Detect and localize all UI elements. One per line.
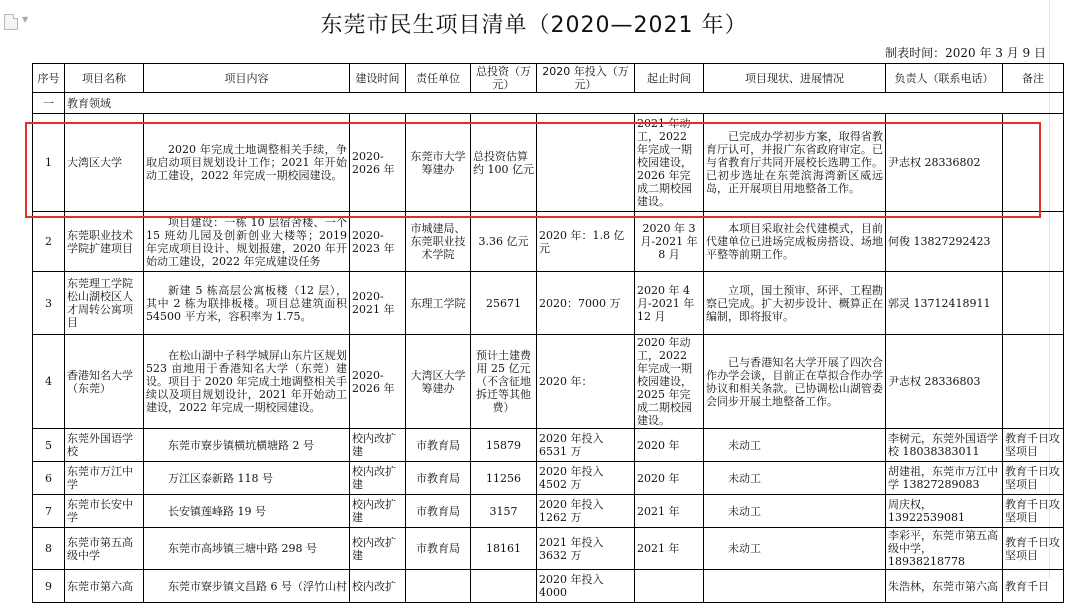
cell-status: 未动工 bbox=[704, 495, 886, 528]
cell-content: 东莞市高埗镇三塘中路 298 号 bbox=[144, 528, 350, 570]
cell-invest2020: 2021 年投入 3632 万 bbox=[537, 528, 635, 570]
cell-contact: 胡建祖，东莞市万江中学 13827289083 bbox=[886, 462, 1003, 495]
cell-total: 18161 bbox=[471, 528, 537, 570]
cell-unit: 东莞市大学筹建办 bbox=[406, 114, 471, 212]
cell-content: 项目建设：一栋 10 层宿舍楼、一个 15 班幼儿园及创新创业大楼等；2019 年完成项目设计、规划报建，2020 年开始动工建设，2022 年完成建设任务 bbox=[144, 212, 350, 272]
cell-invest2020: 2020 年投入 4502 万 bbox=[537, 462, 635, 495]
cell-status: 本项目采取社会代建模式，目前代建单位已进场完成板房搭设、场地平整等前期工作。 bbox=[704, 212, 886, 272]
cell-startend: 2021 年动工，2022 年完成一期校园建设，2026 年完成二期校园建设。 bbox=[635, 114, 704, 212]
chevron-down-icon[interactable]: ▼ bbox=[22, 15, 29, 24]
header-unit: 责任单位 bbox=[406, 64, 471, 93]
table-row bbox=[33, 335, 1064, 429]
cell-status: 已与香港知名大学开展了四次合作办学会谈，目前正在草拟合作办学协议和相关条款。已协调松山湖管委会同步开展土地整备工作。 bbox=[704, 335, 886, 429]
cell-startend: 2021 年 bbox=[635, 495, 704, 528]
section-name: 教育领域 bbox=[65, 93, 1064, 114]
cell-invest2020: 2020 年：1.8 亿元 bbox=[537, 212, 635, 272]
cell-content: 在松山湖中子科学城屏山东片区规划 523 亩地用于香港知名大学（东莞）建设。项目于 2020 年完成土地调整相关手续以及项目规划设计，2021 年开始动工建设，2022 年完成一期校园建设。 bbox=[144, 335, 350, 429]
header-startend: 起止时间 bbox=[635, 64, 704, 93]
header-name: 项目名称 bbox=[65, 64, 144, 93]
cell-period: 校内改扩建 bbox=[350, 528, 406, 570]
cell-contact: 尹志权 28336803 bbox=[886, 335, 1003, 429]
cell-total bbox=[471, 570, 537, 603]
cell-contact: 李树元，东莞外国语学校 18038383011 bbox=[886, 429, 1003, 462]
cell-remark: 教育千日 bbox=[1003, 570, 1064, 603]
cell-remark bbox=[1003, 335, 1064, 429]
table-date: 制表时间：2020 年 3 月 9 日 bbox=[885, 46, 1046, 60]
cell-total: 15879 bbox=[471, 429, 537, 462]
cell-name: 大湾区大学 bbox=[65, 114, 144, 212]
header-contact: 负责人（联系电话） bbox=[886, 64, 1003, 93]
cell-startend: 2020 年动工，2022 年完成一期校园建设，2025 年完成二期校园建设。 bbox=[635, 335, 704, 429]
cell-period: 校内改扩建 bbox=[350, 429, 406, 462]
highlight-box bbox=[25, 122, 1041, 218]
header-total: 总投资（万元） bbox=[471, 64, 537, 93]
cell-status bbox=[704, 570, 886, 603]
cell-unit: 市教育局 bbox=[406, 462, 471, 495]
cell-name: 东莞外国语学校 bbox=[65, 429, 144, 462]
cell-name: 香港知名大学（东莞） bbox=[65, 335, 144, 429]
cell-content: 2020 年完成土地调整相关手续，争取启动项目规划设计工作；2021 年开始动工建设，2022 年完成一期校园建设。 bbox=[144, 114, 350, 212]
cell-remark bbox=[1003, 212, 1064, 272]
cell-content: 东莞市寮步镇横坑横塘路 2 号 bbox=[144, 429, 350, 462]
table-row bbox=[33, 429, 1064, 462]
page-title: 东莞市民生项目清单（2020—2021 年） bbox=[320, 13, 748, 38]
cell-period: 2020-2026 年 bbox=[350, 114, 406, 212]
cell-no: 3 bbox=[33, 272, 65, 335]
cell-contact: 郭灵 13712418911 bbox=[886, 272, 1003, 335]
cell-status: 未动工 bbox=[704, 462, 886, 495]
cell-no: 8 bbox=[33, 528, 65, 570]
table-row bbox=[33, 462, 1064, 495]
cell-name: 东莞职业技术学院扩建项目 bbox=[65, 212, 144, 272]
cell-remark: 教育千日攻坚项目 bbox=[1003, 495, 1064, 528]
cell-invest2020: 2020 年投入 1262 万 bbox=[537, 495, 635, 528]
cell-period: 校内改扩建 bbox=[350, 462, 406, 495]
cell-startend: 2020 年 4 月-2021 年 12 月 bbox=[635, 272, 704, 335]
section-row bbox=[33, 93, 1064, 114]
cell-status: 立项，国土预审、环评、工程勘察已完成。扩大初步设计、概算正在编制，即将报审。 bbox=[704, 272, 886, 335]
cell-period: 校内改扩建 bbox=[350, 495, 406, 528]
cell-no: 2 bbox=[33, 212, 65, 272]
cell-no: 6 bbox=[33, 462, 65, 495]
cell-name: 东莞市万江中学 bbox=[65, 462, 144, 495]
cell-total: 预计土建费用 25 亿元（不含征地拆迁等其他费） bbox=[471, 335, 537, 429]
cell-status: 未动工 bbox=[704, 528, 886, 570]
cell-content: 新建 5 栋高层公寓板楼（12 层），其中 2 栋为联排板楼。项目总建筑面积 54500 平方米，容积率为 1.75。 bbox=[144, 272, 350, 335]
cell-total: 25671 bbox=[471, 272, 537, 335]
cell-contact: 周庆权，13922539081 bbox=[886, 495, 1003, 528]
header-status: 项目现状、进展情况 bbox=[704, 64, 886, 93]
cell-invest2020: 2020 年投入 4000 bbox=[537, 570, 635, 603]
table-row bbox=[33, 212, 1064, 272]
cell-period: 2020-2026 年 bbox=[350, 335, 406, 429]
cell-content: 长安镇莲峰路 19 号 bbox=[144, 495, 350, 528]
cell-status: 已完成办学初步方案，取得省教育厅认可，并报广东省政府审定。已与省教育厅共同开展校长选聘工作。已初步选址在东莞滨海湾新区威远岛，正开展项目用地整备工作。 bbox=[704, 114, 886, 212]
cell-startend bbox=[635, 570, 704, 603]
cell-period: 2020-2023 年 bbox=[350, 212, 406, 272]
table-row bbox=[33, 495, 1064, 528]
cell-no: 4 bbox=[33, 335, 65, 429]
cell-unit bbox=[406, 570, 471, 603]
cell-no: 7 bbox=[33, 495, 65, 528]
cell-contact: 李彩平，东莞市第五高级中学，18938218778 bbox=[886, 528, 1003, 570]
cell-period: 2020-2021 年 bbox=[350, 272, 406, 335]
table-row bbox=[33, 272, 1064, 335]
header-period: 建设时间 bbox=[350, 64, 406, 93]
cell-total: 3157 bbox=[471, 495, 537, 528]
cell-name: 东莞市第六高 bbox=[65, 570, 144, 603]
cell-remark bbox=[1003, 272, 1064, 335]
cell-contact: 尹志权 28336802 bbox=[886, 114, 1003, 212]
cell-content: 东莞市寮步镇文昌路 6 号（浮竹山村 bbox=[144, 570, 350, 603]
header-content: 项目内容 bbox=[144, 64, 350, 93]
cell-invest2020: 2020：7000 万 bbox=[537, 272, 635, 335]
section-no: 一 bbox=[33, 93, 65, 114]
cell-content: 万江区泰新路 118 号 bbox=[144, 462, 350, 495]
cell-startend: 2021 年 bbox=[635, 528, 704, 570]
cell-unit: 市教育局 bbox=[406, 528, 471, 570]
header-remark: 备注 bbox=[1003, 64, 1064, 93]
cell-contact: 朱浩林，东莞市第六高 bbox=[886, 570, 1003, 603]
cell-name: 东莞市长安中学 bbox=[65, 495, 144, 528]
cell-remark: 教育千日攻坚项目 bbox=[1003, 462, 1064, 495]
cell-total: 总投资估算约 100 亿元 bbox=[471, 114, 537, 212]
cell-contact: 何俊 13827292423 bbox=[886, 212, 1003, 272]
header-invest2020: 2020 年投入（万元） bbox=[537, 64, 635, 93]
cell-remark: 教育千日攻坚项目 bbox=[1003, 528, 1064, 570]
cell-unit: 市教育局 bbox=[406, 495, 471, 528]
cell-invest2020: 2020 年： bbox=[537, 335, 635, 429]
cell-no: 5 bbox=[33, 429, 65, 462]
cell-startend: 2020 年 3 月-2021 年 8 月 bbox=[635, 212, 704, 272]
cell-name: 东莞理工学院松山湖校区人才周转公寓项目 bbox=[65, 272, 144, 335]
header-no: 序号 bbox=[33, 64, 65, 93]
cell-no: 9 bbox=[33, 570, 65, 603]
cell-remark: 教育千日攻坚项目 bbox=[1003, 429, 1064, 462]
cell-total: 3.36 亿元 bbox=[471, 212, 537, 272]
cell-startend: 2020 年 bbox=[635, 462, 704, 495]
cell-period: 校内改扩 bbox=[350, 570, 406, 603]
cell-invest2020: 2020 年投入 6531 万 bbox=[537, 429, 635, 462]
cell-startend: 2020 年 bbox=[635, 429, 704, 462]
cell-unit: 东理工学院 bbox=[406, 272, 471, 335]
cell-unit: 大湾区大学筹建办 bbox=[406, 335, 471, 429]
cell-total: 11256 bbox=[471, 462, 537, 495]
cell-name: 东莞市第五高级中学 bbox=[65, 528, 144, 570]
cell-no: 1 bbox=[33, 114, 65, 212]
cell-unit: 市城建局、东莞职业技术学院 bbox=[406, 212, 471, 272]
table-row bbox=[33, 528, 1064, 570]
cell-unit: 市教育局 bbox=[406, 429, 471, 462]
cell-status: 未动工 bbox=[704, 429, 886, 462]
table-row bbox=[33, 570, 1064, 603]
header-row bbox=[33, 64, 1064, 93]
